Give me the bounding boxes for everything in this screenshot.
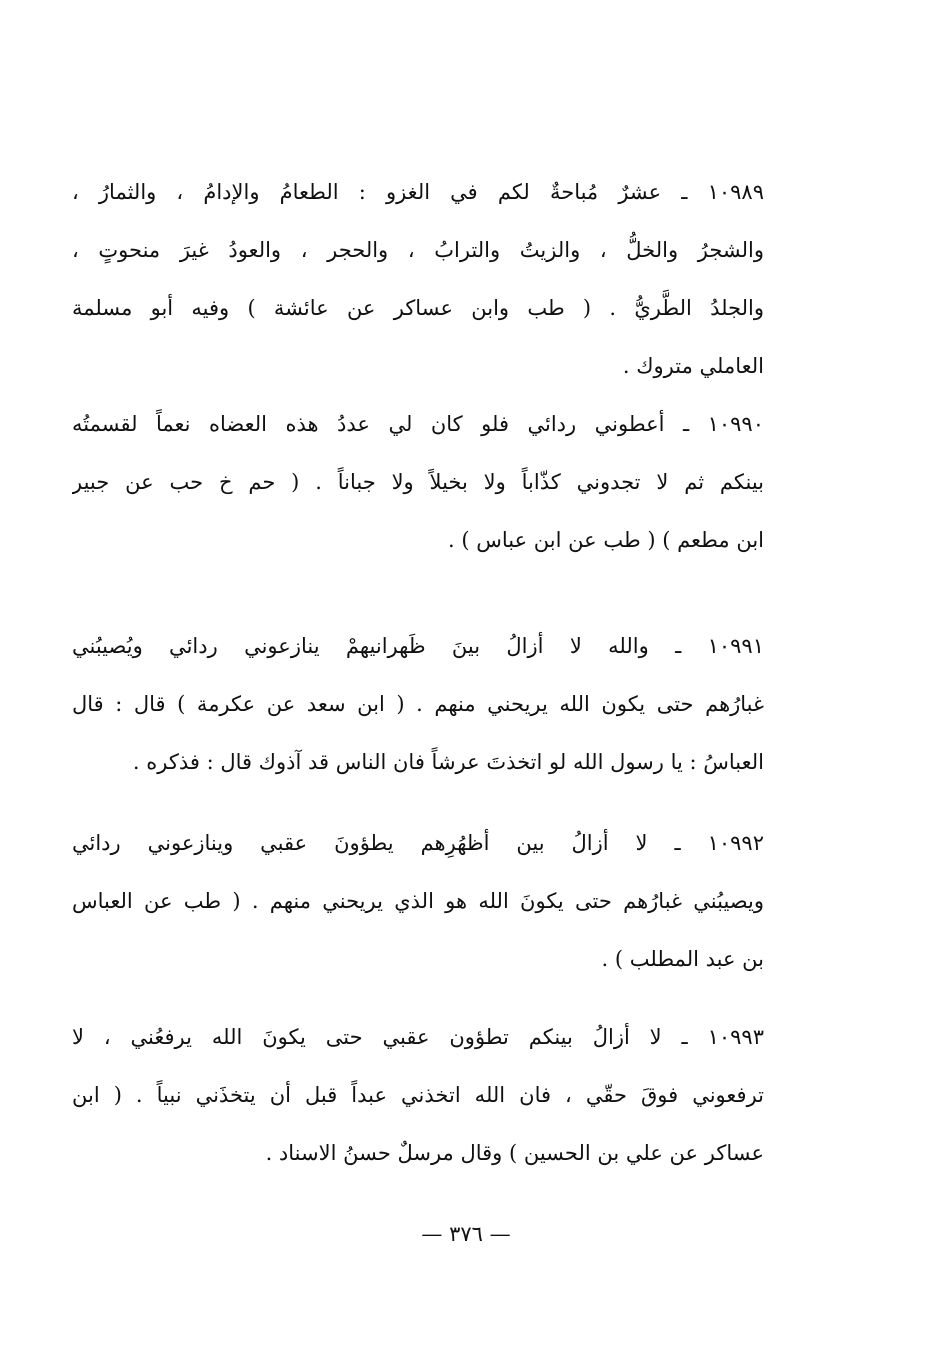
hadith-paragraph-10990 (72, 395, 764, 569)
text-line: ١٠٩٩٢ ـ لا أزالُ بين أظهُرِهم يطؤونَ عقبي وينازعوني ردائي (72, 831, 764, 855)
text-line: ترفعوني فوقَ حقّي ، فان الله اتخذني عبداً قبل أن يتخذَني نبياً . ( ابن (72, 1083, 764, 1107)
page-number: — ٣٧٦ — (421, 1222, 511, 1246)
hadith-paragraph-10993 (72, 1008, 764, 1182)
text-line: ١٠٩٩١ ـ والله لا أزالُ بينَ ظَهرانيهمْ ينازعوني ردائي ويُصيبُني (72, 634, 764, 658)
text-line: ١٠٩٩٣ ـ لا أزالُ بينكم تطؤون عقبي حتى يكونَ الله يرفعُني ، لا (72, 1025, 764, 1049)
hadith-paragraph-10989 (72, 163, 764, 395)
text-line: غبارُهم حتى يكون الله يريحني منهم . ( ابن سعد عن عكرمة ) قال : قال (72, 692, 764, 716)
text-line: عساكر عن علي بن الحسين ) وقال مرسلٌ حسنُ الاسناد . (265, 1141, 764, 1165)
text-line: بينكم ثم لا تجدوني كذّاباً ولا بخيلاً ولا جباناً . ( حم خ حب عن جبير (72, 470, 764, 494)
text-line: ابن مطعم ) ( طب عن ابن عباس ) . (448, 528, 764, 552)
text-line: والشجرُ والخلُّ ، والزيتُ والترابُ ، والحجر ، والعودُ غيرَ منحوتٍ ، (72, 238, 764, 262)
text-line: العاملي متروك . (622, 354, 764, 378)
text-line: ١٠٩٨٩ ـ عشرٌ مُباحةٌ لكم في الغزو : الطعامُ والإدامُ ، والثمارُ ، (72, 180, 764, 204)
text-line: العباسُ : يا رسول الله لو اتخذتَ عرشاً فان الناس قد آذوك قال : فذكره . (132, 750, 764, 774)
hadith-paragraph-10991 (72, 617, 764, 791)
hadith-paragraph-10992 (72, 814, 764, 988)
text-line: والجلدُ الطَّريُّ . ( طب وابن عساكر عن عائشة ) وفيه أبو مسلمة (72, 296, 764, 320)
text-line: بن عبد المطلب ) . (601, 947, 764, 971)
text-line: ويصيبُني غبارُهم حتى يكونَ الله هو الذي يريحني منهم . ( طب عن العباس (72, 889, 764, 913)
text-line: ١٠٩٩٠ ـ أعطوني ردائي فلو كان لي عددُ هذه العضاه نعماً لقسمتُه (72, 412, 764, 436)
